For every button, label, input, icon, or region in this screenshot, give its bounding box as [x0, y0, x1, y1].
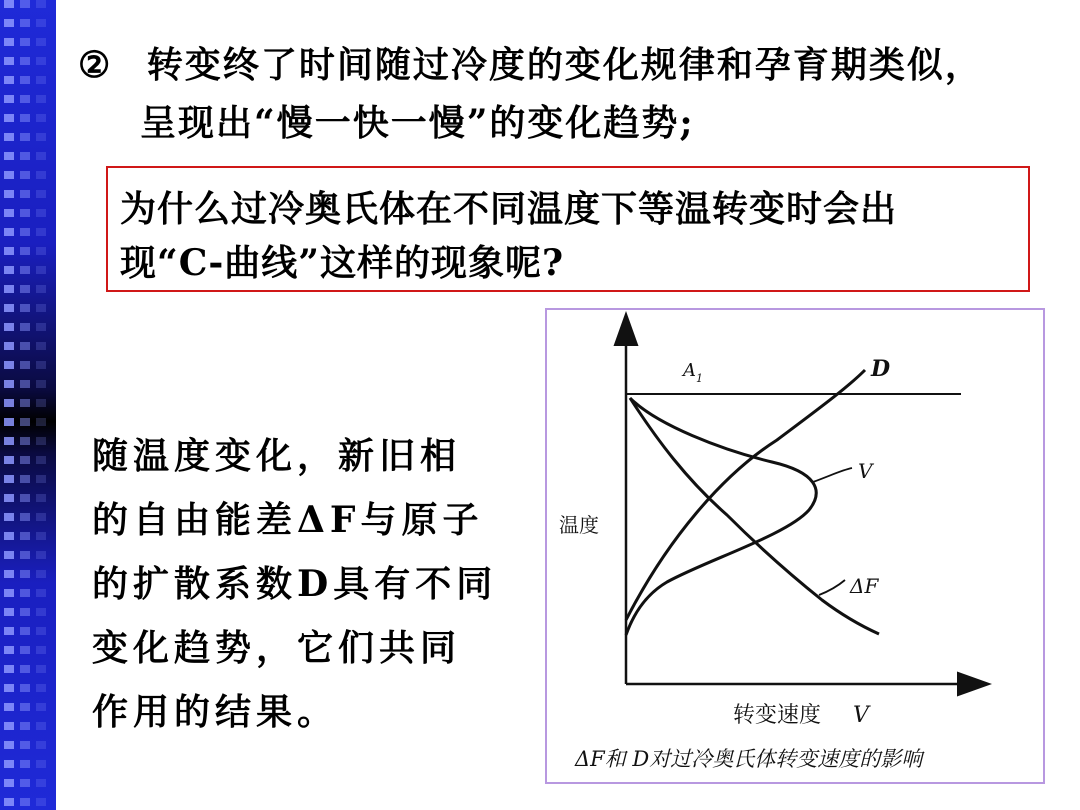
sidebar-pattern	[20, 0, 30, 810]
x-axis-label: 转变速度	[733, 703, 822, 728]
explanation-line: 的自由能差ΔF与原子	[92, 499, 484, 541]
df-label: ΔF	[850, 574, 879, 598]
explanation-line: 变化趋势，它们共同	[92, 627, 462, 669]
question-line-1: 为什么过冷奥氏体在不同温度下等温转变时会出	[120, 188, 898, 230]
d-label: D	[871, 356, 891, 382]
explanation-text	[92, 424, 512, 744]
figure-box	[545, 308, 1045, 784]
v-label: V	[858, 459, 873, 483]
explanation-line: 的扩散系数D具有不同	[92, 563, 498, 605]
explanation-line: 作用的结果。	[92, 691, 339, 733]
a1-label: $A_1$	[683, 360, 703, 385]
point-line-1: 转变终了时间随过冷度的变化规律和孕育期类似，	[146, 44, 983, 86]
explanation-line: 随温度变化，新旧相	[92, 435, 462, 477]
sidebar-pattern	[36, 0, 46, 810]
d-curve	[626, 370, 865, 620]
decorative-sidebar	[0, 0, 56, 810]
sidebar-pattern	[4, 0, 14, 810]
c-curve-diagram	[547, 310, 1043, 782]
y-axis-label: 温度	[559, 513, 599, 537]
point-marker: ②	[78, 44, 113, 86]
v-leader	[813, 468, 852, 482]
df-curve	[630, 398, 879, 634]
point-two-text	[78, 36, 1068, 152]
question-line-2: 现“C-曲线”这样的现象呢?	[120, 242, 565, 284]
df-leader	[819, 580, 845, 595]
point-line-2: 呈现出“慢一快一慢”的变化趋势;	[140, 102, 695, 144]
figure-caption: ΔF和 D对过冷奥氏体转变速度的影响	[575, 747, 923, 771]
question-box	[106, 166, 1030, 292]
x-axis-symbol: V	[853, 703, 869, 728]
